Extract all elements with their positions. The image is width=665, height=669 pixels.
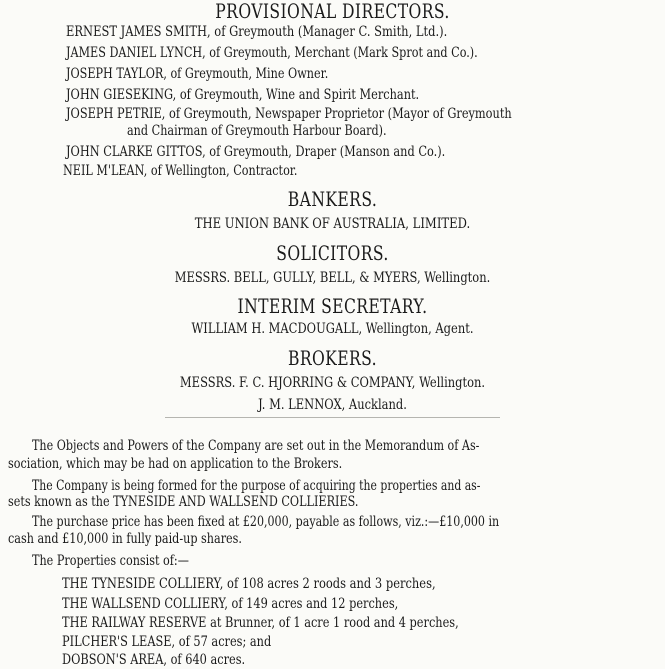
- brokers-heading: BROKERS.: [287, 346, 377, 370]
- body-line: The Properties consist of:—: [32, 553, 189, 569]
- bankers-line: THE UNION BANK OF AUSTRALIA, LIMITED.: [194, 216, 471, 232]
- director-line: JAMES DANIEL LYNCH, of Greymouth, Merchant (Mark Sprot and Co.).: [66, 45, 478, 61]
- section-divider: [165, 417, 500, 418]
- body-line: The Objects and Powers of the Company are set out in the Memorandum of As-: [32, 438, 480, 454]
- director-line: JOHN CLARKE GITTOS, of Greymouth, Draper (Manson and Co.).: [66, 144, 446, 160]
- property-item: THE RAILWAY RESERVE at Brunner, of 1 acre 1 rood and 4 perches,: [62, 615, 459, 631]
- director-line: JOSEPH TAYLOR, of Greymouth, Mine Owner.: [66, 66, 329, 82]
- property-item: THE WALLSEND COLLIERY, of 149 acres and 12 perches,: [62, 596, 399, 612]
- property-item: THE TYNESIDE COLLIERY, of 108 acres 2 roods and 3 perches,: [62, 576, 436, 592]
- director-line: JOHN GIESEKING, of Greymouth, Wine and Spirit Merchant.: [66, 87, 420, 103]
- director-line: NEIL M'LEAN, of Wellington, Contractor.: [63, 163, 298, 179]
- director-line: and Chairman of Greymouth Harbour Board).: [127, 123, 387, 139]
- body-line: sets known as the TYNESIDE AND WALLSEND COLLIERIES.: [8, 494, 359, 510]
- property-item: PILCHER'S LEASE, of 57 acres; and: [62, 634, 272, 650]
- secretary-line: WILLIAM H. MACDOUGALL, Wellington, Agent.: [191, 321, 474, 337]
- director-line: ERNEST JAMES SMITH, of Greymouth (Manager C. Smith, Ltd.).: [66, 24, 448, 40]
- brokers-line: J. M. LENNOX, Auckland.: [258, 397, 407, 413]
- property-item: DOBSON'S AREA, of 640 acres.: [62, 652, 246, 668]
- solicitors-heading: SOLICITORS.: [276, 241, 389, 265]
- solicitors-line: MESSRS. BELL, GULLY, BELL, & MYERS, Wellington.: [174, 270, 491, 286]
- body-line: sociation, which may be had on application to the Brokers.: [8, 456, 343, 472]
- brokers-line: MESSRS. F. C. HJORRING & COMPANY, Wellington.: [179, 375, 486, 391]
- bankers-heading: BANKERS.: [287, 187, 378, 211]
- director-line: JOSEPH PETRIE, of Greymouth, Newspaper Proprietor (Mayor of Greymouth: [66, 106, 512, 122]
- body-line: cash and £10,000 in fully paid-up shares.: [8, 531, 242, 547]
- directors-heading: PROVISIONAL DIRECTORS.: [215, 0, 450, 23]
- body-line: The Company is being formed for the purpose of acquiring the properties and as-: [32, 478, 481, 494]
- body-line: The purchase price has been fixed at £20,000, payable as follows, viz.:—£10,000 in: [32, 514, 500, 530]
- secretary-heading: INTERIM SECRETARY.: [237, 294, 428, 318]
